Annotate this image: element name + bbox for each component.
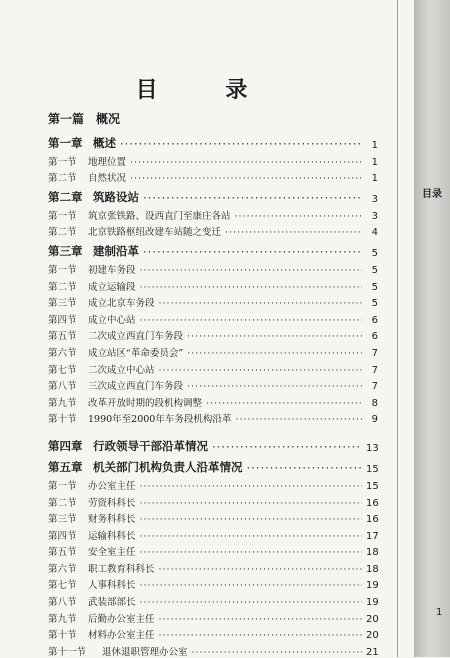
- dot-leader: [143, 191, 362, 205]
- toc-section-row: [48, 625, 378, 642]
- toc-section-row: [48, 392, 378, 409]
- dot-leader: [120, 137, 362, 151]
- toc-entry-number: 第四节: [48, 314, 77, 326]
- dot-leader: [247, 461, 363, 475]
- toc-entry-page: 3: [371, 210, 378, 222]
- toc-entry-page: 1: [371, 140, 378, 151]
- toc-entry-title: 建制沿革: [93, 244, 139, 259]
- dot-leader: [212, 440, 362, 454]
- toc-section-row: [48, 525, 378, 542]
- toc-entry-title: 职工教育科科长: [88, 563, 155, 575]
- toc-entry-page: 7: [371, 381, 378, 393]
- toc-entry-page: 9: [371, 414, 378, 426]
- toc-entry-title: 地理位置: [88, 156, 127, 168]
- page-title: 目 录: [135, 77, 278, 103]
- toc-chapter-row: [48, 184, 378, 205]
- dot-leader: [235, 211, 362, 222]
- toc-entry-title: 后勤办公室主任: [88, 613, 155, 625]
- toc-section-row: [48, 542, 378, 559]
- toc-entry-number: 第二章: [48, 190, 83, 205]
- toc-entry-page: 17: [366, 530, 379, 542]
- toc-entry-number: 第六节: [48, 563, 77, 575]
- toc-entry-number: 第一节: [48, 156, 77, 168]
- toc-entry-page: 18: [366, 563, 379, 575]
- toc-entry-number: 第八节: [48, 597, 77, 609]
- toc-section-row: [48, 376, 378, 393]
- toc-entry-title: 1990年至2000年车务段机构沿革: [88, 414, 232, 426]
- side-tab: [414, 0, 450, 657]
- toc-entry-number: 第四章: [48, 439, 83, 454]
- dot-leader: [140, 531, 362, 542]
- toc-section-row: [48, 276, 378, 293]
- toc-entry-number: 第六节: [48, 347, 77, 359]
- toc-entry-page: 16: [366, 497, 379, 509]
- toc-entry-title: 筑京张铁路、设西直门至康庄各站: [88, 210, 231, 222]
- toc-entry-page: 19: [366, 597, 379, 609]
- toc-section-row: [48, 259, 378, 276]
- toc-entry-title: 三次成立西直门车务段: [88, 381, 184, 393]
- dot-leader: [225, 227, 362, 238]
- dot-leader: [159, 630, 362, 641]
- toc-entry-page: 19: [366, 580, 379, 592]
- toc-section-row: [48, 575, 378, 592]
- toc-entry-page: 16: [366, 514, 379, 526]
- toc-entry-page: 6: [371, 314, 378, 326]
- toc-entry-page: 5: [371, 264, 378, 276]
- dot-leader: [140, 481, 362, 492]
- toc-entry-title: 行政领导干部沿革情况: [93, 439, 208, 454]
- toc-section-row: [48, 359, 378, 376]
- dot-leader: [206, 398, 362, 409]
- toc-entry-page: 20: [366, 630, 379, 642]
- toc-entry-number: 第二节: [48, 227, 77, 239]
- toc-entry-title: 武装部部长: [88, 597, 136, 609]
- toc-entry-number: 第二节: [48, 281, 77, 293]
- toc-chapter-row: [48, 433, 378, 454]
- dot-leader: [140, 514, 362, 525]
- dot-leader: [140, 265, 362, 276]
- toc-chapter-row: [48, 130, 378, 151]
- toc-entry-title: 二次成立中心站: [88, 364, 155, 376]
- toc-section-row: [48, 409, 378, 426]
- toc-entry-title: 人事科科长: [88, 580, 136, 592]
- toc-section-row: [48, 492, 378, 509]
- toc-entry-number: 第九节: [48, 613, 77, 625]
- toc-section-row: [48, 326, 378, 343]
- toc-entry-number: 第四节: [48, 530, 77, 542]
- toc-entry-number: 第九节: [48, 397, 77, 409]
- dot-leader: [159, 564, 362, 575]
- toc-entry-number: 第五章: [48, 460, 83, 475]
- dot-leader: [187, 381, 362, 392]
- toc-entry-title: 办公室主任: [88, 480, 136, 492]
- toc-entry-page: 7: [371, 347, 378, 359]
- toc-entry-title: 材料办公室主任: [88, 630, 155, 642]
- toc-entry-title: 二次成立西直门车务段: [88, 331, 184, 343]
- toc-entry-title: 筑路设站: [93, 190, 139, 205]
- toc-chapter-row: [48, 238, 378, 259]
- toc-entry-number: 第一节: [48, 264, 77, 276]
- toc-entry-page: 1: [371, 173, 378, 185]
- toc-entry-number: 第五节: [48, 547, 77, 559]
- toc-section-row: [48, 168, 378, 185]
- toc-entry-number: 第八节: [48, 381, 77, 393]
- toc-entry-page: 5: [371, 298, 378, 310]
- toc-entry-number: 第五节: [48, 331, 77, 343]
- toc-entry-title: 成立运输段: [88, 281, 136, 293]
- dot-leader: [130, 173, 362, 184]
- toc-section-row: [48, 475, 378, 492]
- toc-section-row: [48, 205, 378, 222]
- toc-entry-title: 改革开放时期的段机构调整: [88, 397, 203, 409]
- toc-entry-title: 初建车务段: [88, 264, 136, 276]
- toc-chapter-row: [48, 454, 378, 475]
- toc-entry-page: 3: [371, 194, 378, 206]
- toc-entry-title: 自然状况: [88, 173, 127, 185]
- toc-entry-page: 15: [366, 480, 379, 492]
- toc-entry-page: 18: [366, 547, 379, 559]
- toc-entry-title: 成立北京车务段: [88, 298, 155, 310]
- toc-entry-number: 第七节: [48, 580, 77, 592]
- toc-entry-page: 6: [371, 331, 378, 343]
- toc-entry-page: 5: [371, 248, 378, 260]
- toc-entry-number: 第一节: [48, 210, 77, 222]
- toc-section-row: [48, 509, 378, 526]
- dot-leader: [235, 414, 362, 425]
- dot-leader: [187, 331, 362, 342]
- toc-entry-title: 运输科科长: [88, 530, 136, 542]
- dot-leader: [140, 597, 362, 608]
- toc-entry-number: 第一节: [48, 480, 77, 492]
- toc-entry-number: 第十节: [48, 630, 77, 642]
- dot-leader: [140, 498, 362, 509]
- toc-entry-number: 第十一节: [48, 646, 87, 658]
- side-tab-label: 目录: [422, 189, 442, 200]
- toc-entry-number: 第一章: [48, 136, 83, 150]
- toc-section-row: [48, 591, 378, 608]
- dot-leader: [159, 614, 362, 625]
- table-of-contents: [48, 130, 378, 658]
- dot-leader: [143, 245, 362, 259]
- dot-leader: [192, 647, 362, 658]
- part-number: 第一篇: [48, 112, 85, 126]
- toc-section-row: [48, 608, 378, 625]
- toc-entry-page: 4: [371, 227, 378, 239]
- toc-entry-number: 第七节: [48, 364, 77, 376]
- toc-entry-number: 第三章: [48, 244, 83, 259]
- toc-section-row: [48, 641, 378, 658]
- dot-leader: [140, 547, 362, 558]
- toc-section-row: [48, 342, 378, 359]
- toc-entry-title: 成立中心站: [88, 314, 136, 326]
- part-heading: [48, 110, 120, 127]
- toc-section-row: [48, 222, 378, 239]
- toc-entry-page: 13: [366, 443, 379, 455]
- dot-leader: [159, 365, 362, 376]
- toc-entry-number: 第二节: [48, 173, 77, 185]
- toc-entry-title: 安全室主任: [88, 547, 136, 559]
- dot-leader: [187, 348, 362, 359]
- dot-leader: [140, 315, 362, 326]
- toc-entry-page: 15: [366, 464, 379, 476]
- toc-entry-title: 财务科科长: [88, 514, 136, 526]
- toc-entry-title: 北京铁路枢纽改建车站随之变迁: [88, 227, 222, 239]
- dot-leader: [140, 282, 362, 293]
- toc-entry-page: 1: [371, 156, 378, 168]
- toc-entry-number: 第三节: [48, 298, 77, 310]
- dot-leader: [140, 580, 362, 591]
- toc-entry-page: 20: [366, 613, 379, 625]
- toc-section-row: [48, 151, 378, 168]
- toc-section-row: [48, 558, 378, 575]
- toc-entry-title: 劳资科科长: [88, 497, 136, 509]
- toc-entry-number: 第二节: [48, 497, 77, 509]
- toc-entry-number: 第十节: [48, 414, 77, 426]
- toc-entry-number: 第三节: [48, 514, 77, 526]
- toc-section-row: [48, 293, 378, 310]
- toc-entry-page: 21: [366, 646, 379, 658]
- toc-section-row: [48, 309, 378, 326]
- toc-entry-title: 机关部门机构负责人沿革情况: [93, 460, 243, 475]
- part-title: 概况: [96, 112, 121, 126]
- toc-entry-page: 5: [371, 281, 378, 293]
- page-number: 1: [436, 607, 443, 618]
- dot-leader: [130, 157, 362, 168]
- toc-entry-title: 退休退职管理办公室: [102, 646, 188, 658]
- dot-leader: [159, 298, 362, 309]
- toc-entry-title: 成立站区“革命委员会”: [88, 347, 184, 359]
- toc-entry-page: 7: [371, 364, 378, 376]
- toc-entry-page: 8: [371, 397, 378, 409]
- toc-entry-title: 概述: [93, 136, 116, 150]
